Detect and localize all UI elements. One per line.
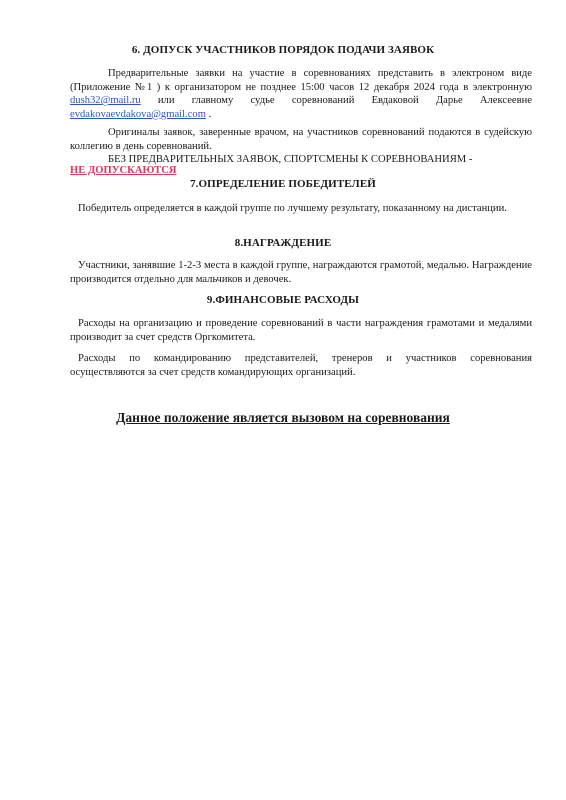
final-statement: Данное положение является вызовом на соревнования: [116, 410, 450, 425]
paragraph-text: .: [205, 108, 212, 120]
section-9-paragraph-1: Расходы на организацию и проведение соревнований в части награждения грамотами и медалями производит за счет средств Оргкомитета.: [70, 318, 532, 343]
not-admitted-warning: НЕ ДОПУСКАЮТСЯ: [70, 165, 177, 176]
paragraph-text: Предварительные заявки на участие в соревнованиях представить в электроном виде (Приложение №1 ) к организатором не позднее 15:00 часов 12 декабря 2024 года в электронную: [70, 68, 532, 93]
warning-line: [70, 164, 270, 178]
section-6-paragraph-1: [70, 67, 532, 121]
section-7-paragraph-1: Победитель определяется в каждой группе по лучшему результату, показанному на дистанции.: [78, 203, 507, 214]
paragraph-text: или главному судье соревнований Евдаковой Дарье Алексеевне: [140, 95, 532, 107]
section-9-paragraph-2: Расходы по командированию представителей, тренеров и участников соревнования осуществляются за счет средств командирующих организаций.: [70, 353, 532, 378]
section-9-heading: 9.ФИНАНСОВЫЕ РАСХОДЫ: [206, 294, 360, 306]
section-6-paragraph-2: Оригиналы заявок, заверенные врачом, на участников соревнований подаются в судейскую коллегию в день соревнований.: [70, 127, 532, 152]
paragraph-text: БЕЗ ПРЕДВАРИТЕЛЬНЫХ ЗАЯВОК, СПОРТСМЕНЫ К СОРЕВНОВАНИЯМ -: [108, 154, 473, 165]
section-8-paragraph-1: Участники, занявшие 1-2-3 места в каждой группе, награждаются грамотой, медалью. Награждение производится отдельно для мальчиков и девочек.: [70, 260, 532, 285]
section-7-heading: 7.ОПРЕДЕЛЕНИЕ ПОБЕДИТЕЛЕЙ: [190, 178, 376, 190]
email-link-evdakova[interactable]: evdakovaevdakova@gmail.com: [70, 108, 206, 120]
email-link-dush32[interactable]: dush32@mail.ru: [70, 95, 141, 107]
section-6-heading: 6. ДОПУСК УЧАСТНИКОВ ПОРЯДОК ПОДАЧИ ЗАЯВОК: [131, 44, 435, 56]
section-8-heading: 8.НАГРАЖДЕНИЕ: [234, 237, 332, 249]
